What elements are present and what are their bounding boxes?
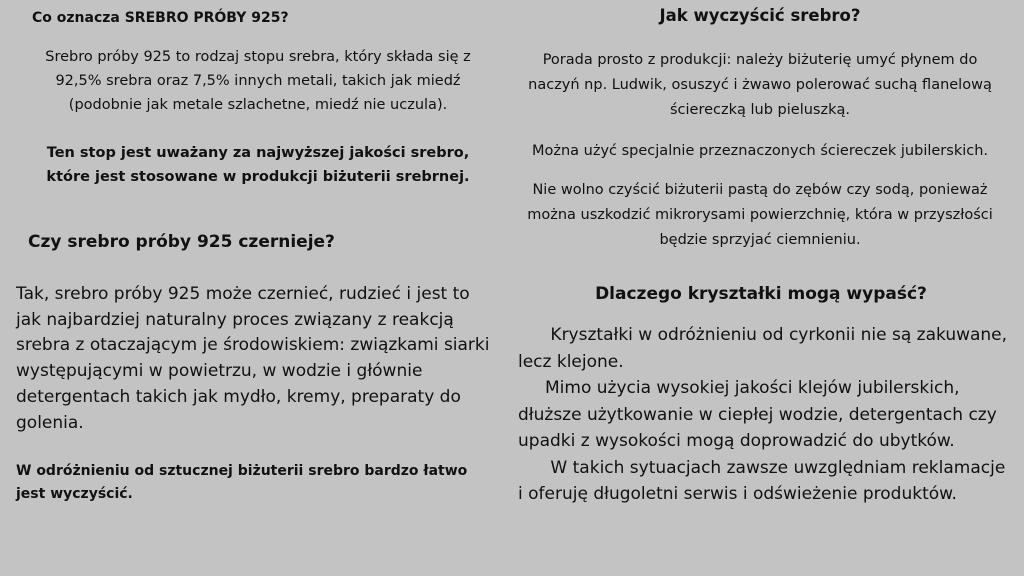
crystals-line: i oferuję długoletni serwis i odświeżenie produktów.	[518, 484, 957, 504]
crystals-line: upadki z wysokości mogą doprowadzić do ubytków.	[518, 431, 955, 451]
heading-silver-925-meaning: Co oznacza SREBRO PRÓBY 925?	[32, 10, 289, 26]
paragraph-cleaning-tip: Porada prosto z produkcji: należy biżuterię umyć płynem do naczyń np. Ludwik, osuszyć i żwawo polerować suchą flanelową ściereczką lub pieluszką.	[528, 52, 992, 118]
crystals-line: lecz klejone.	[518, 351, 624, 372]
heading-does-silver-tarnish: Czy srebro próby 925 czernieje?	[28, 232, 335, 252]
heading-why-crystals-fall-out: Dlaczego kryształki mogą wypaść?	[595, 284, 927, 304]
heading-how-to-clean-silver: Jak wyczyścić srebro?	[659, 6, 861, 25]
paragraph-highest-quality-silver: Ten stop jest uważany za najwyższej jakości srebro, które jest stosowane w produkcji biżuterii srebrnej.	[46, 145, 470, 185]
crystals-line: Kryształki w odróżnieniu od cyrkonii nie są zakuwane,	[518, 325, 1008, 345]
paragraph-tarnish-explanation: Tak, srebro próby 925 może czernieć, rudzieć i jest to jak najbardziej naturalny proces związany z reakcją srebra z otaczającym je środowiskiem: związkami siarki występującymi w powietrzu, w wodzie i głównie detergentach takich jak mydło, kremy, preparaty do golenia.	[16, 284, 490, 433]
crystals-line: dłuższe użytkowanie w ciepłej wodzie, detergentach czy	[518, 404, 997, 425]
paragraph-cleaning-warning: Nie wolno czyścić biżuterii pastą do zębów czy sodą, ponieważ można uszkodzić mikrorysami powierzchnię, która w przyszłości będzie sprzyjać ciemnieniu.	[527, 182, 993, 248]
paragraph-crystals-explanation	[518, 322, 1008, 508]
crystals-line: W takich sytuacjach zawsze uwzględniam reklamacje	[518, 457, 1006, 478]
crystals-line: Mimo użycia wysokiej jakości klejów jubilerskich,	[518, 378, 960, 398]
paragraph-jewelry-cloths: Można użyć specjalnie przeznaczonych ściereczek jubilerskich.	[531, 143, 989, 159]
paragraph-easy-cleaning: W odróżnieniu od sztucznej biżuterii srebro bardzo łatwo jest wyczyścić.	[16, 463, 468, 502]
paragraph-silver-925-definition: Srebro próby 925 to rodzaj stopu srebra, który składa się z 92,5% srebra oraz 7,5% innych metali, takich jak miedź (podobnie jak metale szlachetne, miedź nie uczula).	[45, 49, 471, 113]
